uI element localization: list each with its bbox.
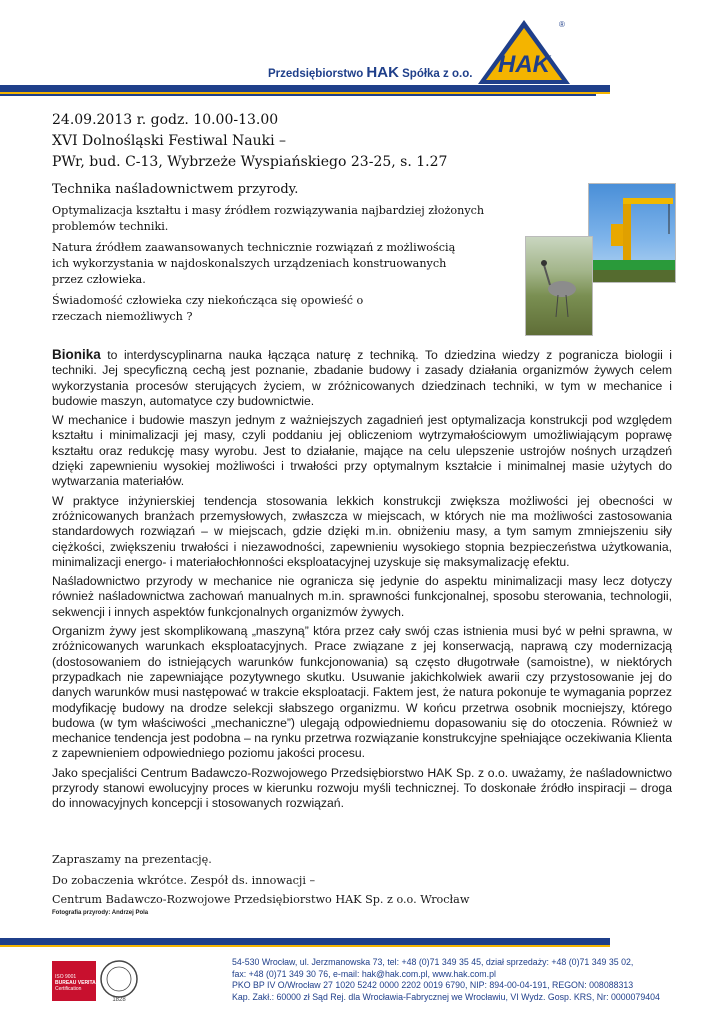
event-name: XVI Dolnośląski Festiwal Nauki – xyxy=(52,133,287,149)
body-paragraph-6: Jako specjaliści Centrum Badawczo-Rozwojowego Przedsiębiorstwo HAK Sp. z o.o. uważamy, że naśladownictwo przyrody stanowi ewolucyjny proces w kierunku rozwoju myśli technicznej. To doskonałe źródło inspiracji – droga do innowacyjnych koncepcji i stosowanych rozwiązań. xyxy=(52,765,672,811)
signature: Centrum Badawczo-Rozwojowe Przedsiębiorstwo HAK Sp. z o.o. Wrocław xyxy=(52,893,470,906)
event-date: 24.09.2013 r. godz. 10.00-13.00 xyxy=(52,112,279,128)
footer-contact xyxy=(232,957,660,1003)
body-paragraph-5: Organizm żywy jest skomplikowaną „maszyną” która przez cały swój czas istnienia musi być w pełni sprawna, w zróżnicowanych warunkach eksploatacyjnych. Prace związane z jej konserwacją, naprawą czy modernizacją (dostosowaniem do istniejących warunków funkcjonowania) są często długotrwałe (samoistne), w niektórych przypadkach nie zapewniające pozytywnego skutku. Usuwanie jakichkolwiek awarii czy przystosowanie jej do danych warunków musi następować w trakcie eksploatacji. Faktem jest, że natura pokonuje te wymagania poprzez modyfikację budowy na drodze selekcji słabszego organizmu. W końcu przetrwa osobnik mocniejszy, którego budowa (w tym właściwości „mechaniczne”) ulegają odpowiedniemu dopasowaniu się do otoczenia. Również w mechanice tendencja jest podobna – na rynku przetrwa rozwiązanie konstrukcyjne spełniające oczekiwania Klienta z zapewnieniem odpowiedniego poziomu jakości procesu. xyxy=(52,624,672,761)
header-stripe-thin xyxy=(0,94,596,96)
crane-photo xyxy=(588,183,676,283)
footer-bank: PKO BP IV O/Wrocław 27 1020 5242 0000 2202 0019 6790, NIP: 894-00-04-191, REGON: 008088313 xyxy=(232,980,634,990)
closing-block xyxy=(52,850,672,918)
intro-paragraph-3: Świadomość człowieka czy niekończąca się opowieść o rzeczach niemożliwych ? xyxy=(52,294,364,323)
bird-photo xyxy=(525,236,593,336)
hak-logo xyxy=(476,18,572,88)
intro-paragraph-1: Optymalizacja kształtu i masy źródłem rozwiązywania najbardziej złożonych problemów techniki. xyxy=(52,204,485,233)
event-location: PWr, bud. C-13, Wybrzeże Wyspiańskiego 23-25, s. 1.27 xyxy=(52,154,448,170)
bionika-term: Bionika xyxy=(52,347,101,362)
footer-address: 54-530 Wrocław, ul. Jerzmanowska 73, tel: +48 (0)71 349 35 45, dział sprzedaży: +48 (0)71 349 35 02, xyxy=(232,957,634,967)
header-stripe-blue xyxy=(0,85,610,92)
cert-bureau-veritas: BUREAU VERITAS xyxy=(55,980,100,986)
cert-iso: ISO 9001 xyxy=(55,974,77,980)
photo-credit: Fotografia przyrody: Andrzej Pola xyxy=(52,910,149,916)
company-name xyxy=(268,64,472,81)
bureau-veritas-seal xyxy=(99,959,139,1003)
invitation: Zapraszamy na prezentację. xyxy=(52,853,212,866)
company-hak: HAK xyxy=(366,64,399,81)
event-info xyxy=(52,110,447,173)
footer-fax-email: fax: +48 (0)71 349 30 76, e-mail: hak@hak.com.pl, www.hak.com.pl xyxy=(232,968,496,979)
footer-stripe-yellow xyxy=(0,945,610,947)
body-paragraph-4: Naśladownictwo przyrody w mechanice nie ogranicza się jedynie do aspektu minimalizacji masy lecz dotyczy również naśladownictwa zachowań manualnych m.in. sprawności funkcjonalnej, sposobu sterowania, technologii, sekwencji i innych aspektów funkcjonalnych organizmów żywych. xyxy=(52,574,672,619)
company-prefix: Przedsiębiorstwo xyxy=(268,68,364,80)
company-suffix: Spółka z o.o. xyxy=(402,68,473,80)
farewell: Do zobaczenia wkrótce. Zespół ds. innowacji – xyxy=(52,874,316,887)
logo-text: HAK xyxy=(498,51,550,78)
registered-mark: ® xyxy=(559,20,565,29)
seal-year: 1828 xyxy=(112,997,126,1003)
footer-registry: Kap. Zakł.: 60000 zł Sąd Rej. dla Wrocławia-Fabrycznej we Wrocławiu, VI Wydz. Gosp. KRS, Nr: 0000079404 xyxy=(232,991,660,1002)
body-paragraph-2: W mechanice i budowie maszyn jednym z ważniejszych zagadnień jest optymalizacja konstrukcji pod względem kształtu i minimalizacji jej masy, czyli poddaniu jej obliczeniom wytrzymałościowym umożliwiającym poprawę kształtu oraz redukcję masy wyrobu. Jest to działanie, mające na celu ulepszenie ustrojów nośnych urządzeń dzięki zapewnieniu wysokiej możliwości i trwałości przy optymalnym kształcie i minimalnej masie użytych do wytwarzania materiałów. xyxy=(52,413,672,489)
article-body xyxy=(52,347,672,816)
page-header xyxy=(0,0,724,100)
topic-heading: Technika naśladownictwem przyrody. xyxy=(52,182,299,197)
body-paragraph-3: W praktyce inżynierskiej tendencja stosowania lekkich konstrukcji zwiększa możliwości jej obecności w zróżnicowanych branżach przemysłowych, zwłaszcza w miejscach, w których nie ma możliwości zastosowania standardowych rozwiązań – w miejscach, gdzie dzięki m.in. obniżeniu masy, a tym samym zmniejszeniu siły ciężkości, zwiększeniu trwałości i niezawodności, zapewnieniu wysokiego stopnia bezpieczeństwa użytkowania, minimalizacji energo- i materiałochłonności eksploatacyjnej uzyskuje się maksymalizację efektu. xyxy=(52,493,672,569)
footer-stripe-blue xyxy=(0,938,610,945)
iso-certificate-badge xyxy=(52,961,100,1001)
body-paragraph-1: Bionika to interdyscyplinarna nauka łącząca naturę z techniką. To dziedzina wiedzy z pogranicza biologii i techniki. Jej specyficzną cechą jest poznanie, zbadanie budowy i zasady działania organizmów żywych celem wykorzystania procesów sterujących życiem, w zróżnicowanych dziedzinach techniki, w tym w mechanice i budowie maszyn, automatyce czy budownictwie. xyxy=(52,347,672,408)
cert-label: Certification xyxy=(55,986,82,992)
intro-paragraph-2: Natura źródłem zaawansowanych technicznie rozwiązań z możliwością ich wykorzystania w najdoskonalszych urządzeniach konstruowanych przez człowieka. xyxy=(52,241,456,286)
intro-block xyxy=(52,182,522,330)
